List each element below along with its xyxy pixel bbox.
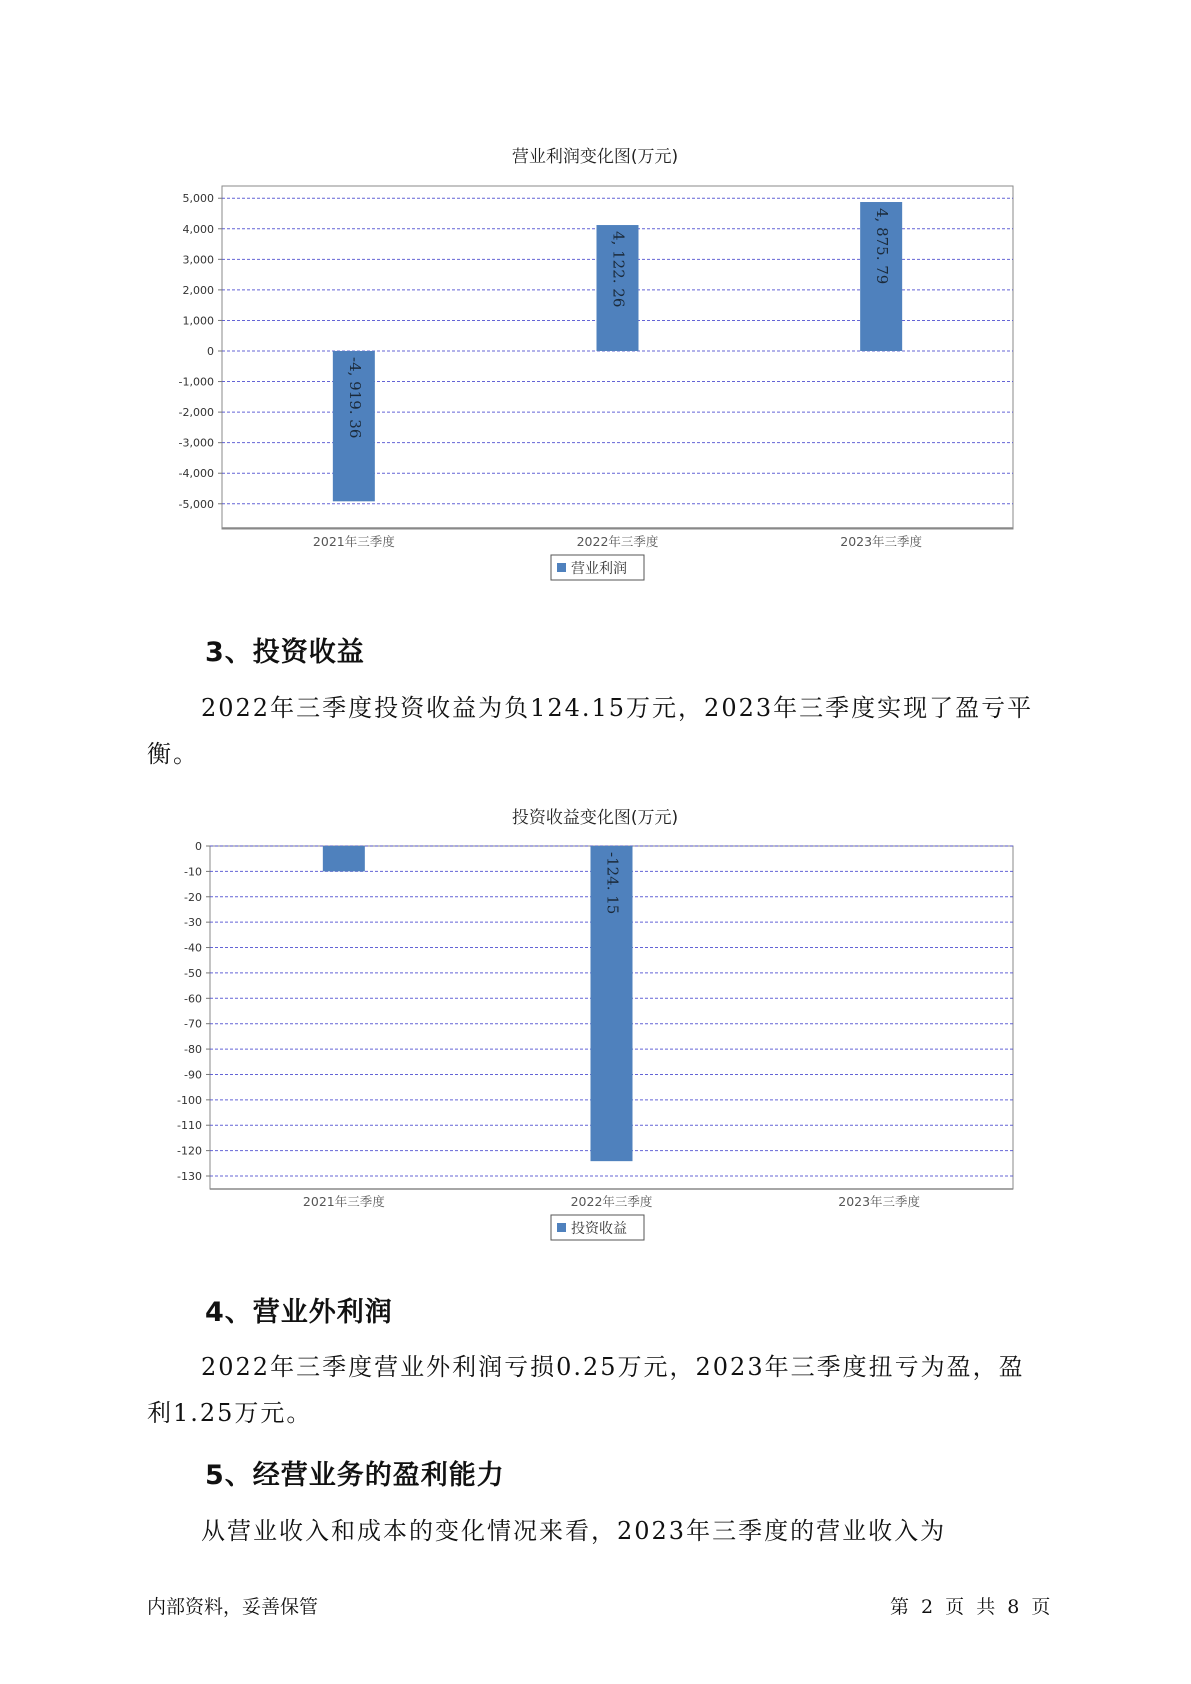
- y-tick-label: -60: [184, 992, 202, 1006]
- bar-value-label: -124. 15: [603, 852, 622, 915]
- legend-label: 投资收益: [571, 1221, 627, 1237]
- y-tick-label: -90: [184, 1068, 202, 1082]
- y-tick-label: -1,000: [178, 375, 214, 389]
- operating-profit-chart-svg: [0, 125, 1191, 595]
- y-tick-label: -3,000: [178, 436, 214, 450]
- y-tick-label: 3,000: [182, 253, 214, 267]
- x-category-label: 2022年三季度: [576, 534, 659, 549]
- legend-swatch: [557, 1223, 566, 1232]
- y-tick-label: -100: [177, 1093, 202, 1107]
- y-tick-label: 1,000: [182, 314, 214, 328]
- y-tick-label: 0: [207, 345, 214, 358]
- y-tick-label: 2,000: [182, 283, 214, 297]
- x-category-label: 2022年三季度: [570, 1194, 653, 1209]
- legend-swatch: [557, 563, 566, 572]
- y-tick-label: -130: [177, 1170, 202, 1183]
- y-tick-label: -120: [177, 1144, 202, 1158]
- x-category-label: 2023年三季度: [840, 534, 923, 549]
- y-tick-label: 5,000: [182, 192, 214, 206]
- investment-income-chart: [0, 793, 1191, 1253]
- x-category-label: 2021年三季度: [302, 1194, 385, 1209]
- section-heading-non-operating: 4、营业外利润: [205, 1297, 393, 1328]
- y-tick-label: -40: [184, 941, 202, 955]
- y-tick-label: -20: [184, 890, 202, 904]
- investment-income-chart-svg: [0, 793, 1191, 1253]
- y-tick-label: 0: [195, 840, 202, 853]
- y-tick-label: -50: [184, 966, 202, 980]
- y-tick-label: -70: [184, 1017, 202, 1031]
- y-tick-label: -80: [184, 1043, 202, 1057]
- y-tick-label: -5,000: [178, 497, 214, 511]
- chart-title: 投资收益变化图(万元): [511, 808, 679, 828]
- paragraph-non-operating: 2022年三季度营业外利润亏损0.25万元，2023年三季度扭亏为盈，盈利1.25万元。: [147, 1353, 1025, 1427]
- bar-value-label: 4, 875. 79: [873, 208, 892, 285]
- legend: [551, 1215, 644, 1240]
- y-tick-label: -4,000: [178, 467, 214, 481]
- y-tick-label: -30: [184, 916, 202, 930]
- y-tick-label: -2,000: [178, 406, 214, 420]
- x-category-label: 2021年三季度: [312, 534, 395, 549]
- bar-value-label: -4, 919. 36: [345, 357, 364, 439]
- bar-value-label: 4, 122. 26: [609, 231, 628, 308]
- footer-confidential-note: 内部资料，妥善保管: [147, 1596, 319, 1618]
- paragraph-profitability: 从营业收入和成本的变化情况来看，2023年三季度的营业收入为: [201, 1517, 947, 1545]
- operating-profit-chart: [0, 125, 1191, 595]
- section-heading-investment: 3、投资收益: [205, 637, 365, 668]
- footer-page-number: 第 2 页 共 8 页: [890, 1596, 1051, 1618]
- chart-title: 营业利润变化图(万元): [511, 147, 679, 167]
- x-category-label: 2023年三季度: [838, 1194, 921, 1209]
- legend-label: 营业利润: [571, 561, 627, 577]
- y-tick-label: -10: [184, 865, 202, 879]
- y-tick-label: 4,000: [182, 222, 214, 236]
- legend: [551, 555, 644, 580]
- y-tick-label: -110: [177, 1119, 202, 1133]
- bar-1: [323, 846, 365, 871]
- section-heading-profitability: 5、经营业务的盈利能力: [205, 1460, 505, 1491]
- paragraph-investment: 2022年三季度投资收益为负124.15万元，2023年三季度实现了盈亏平衡。: [147, 694, 1034, 768]
